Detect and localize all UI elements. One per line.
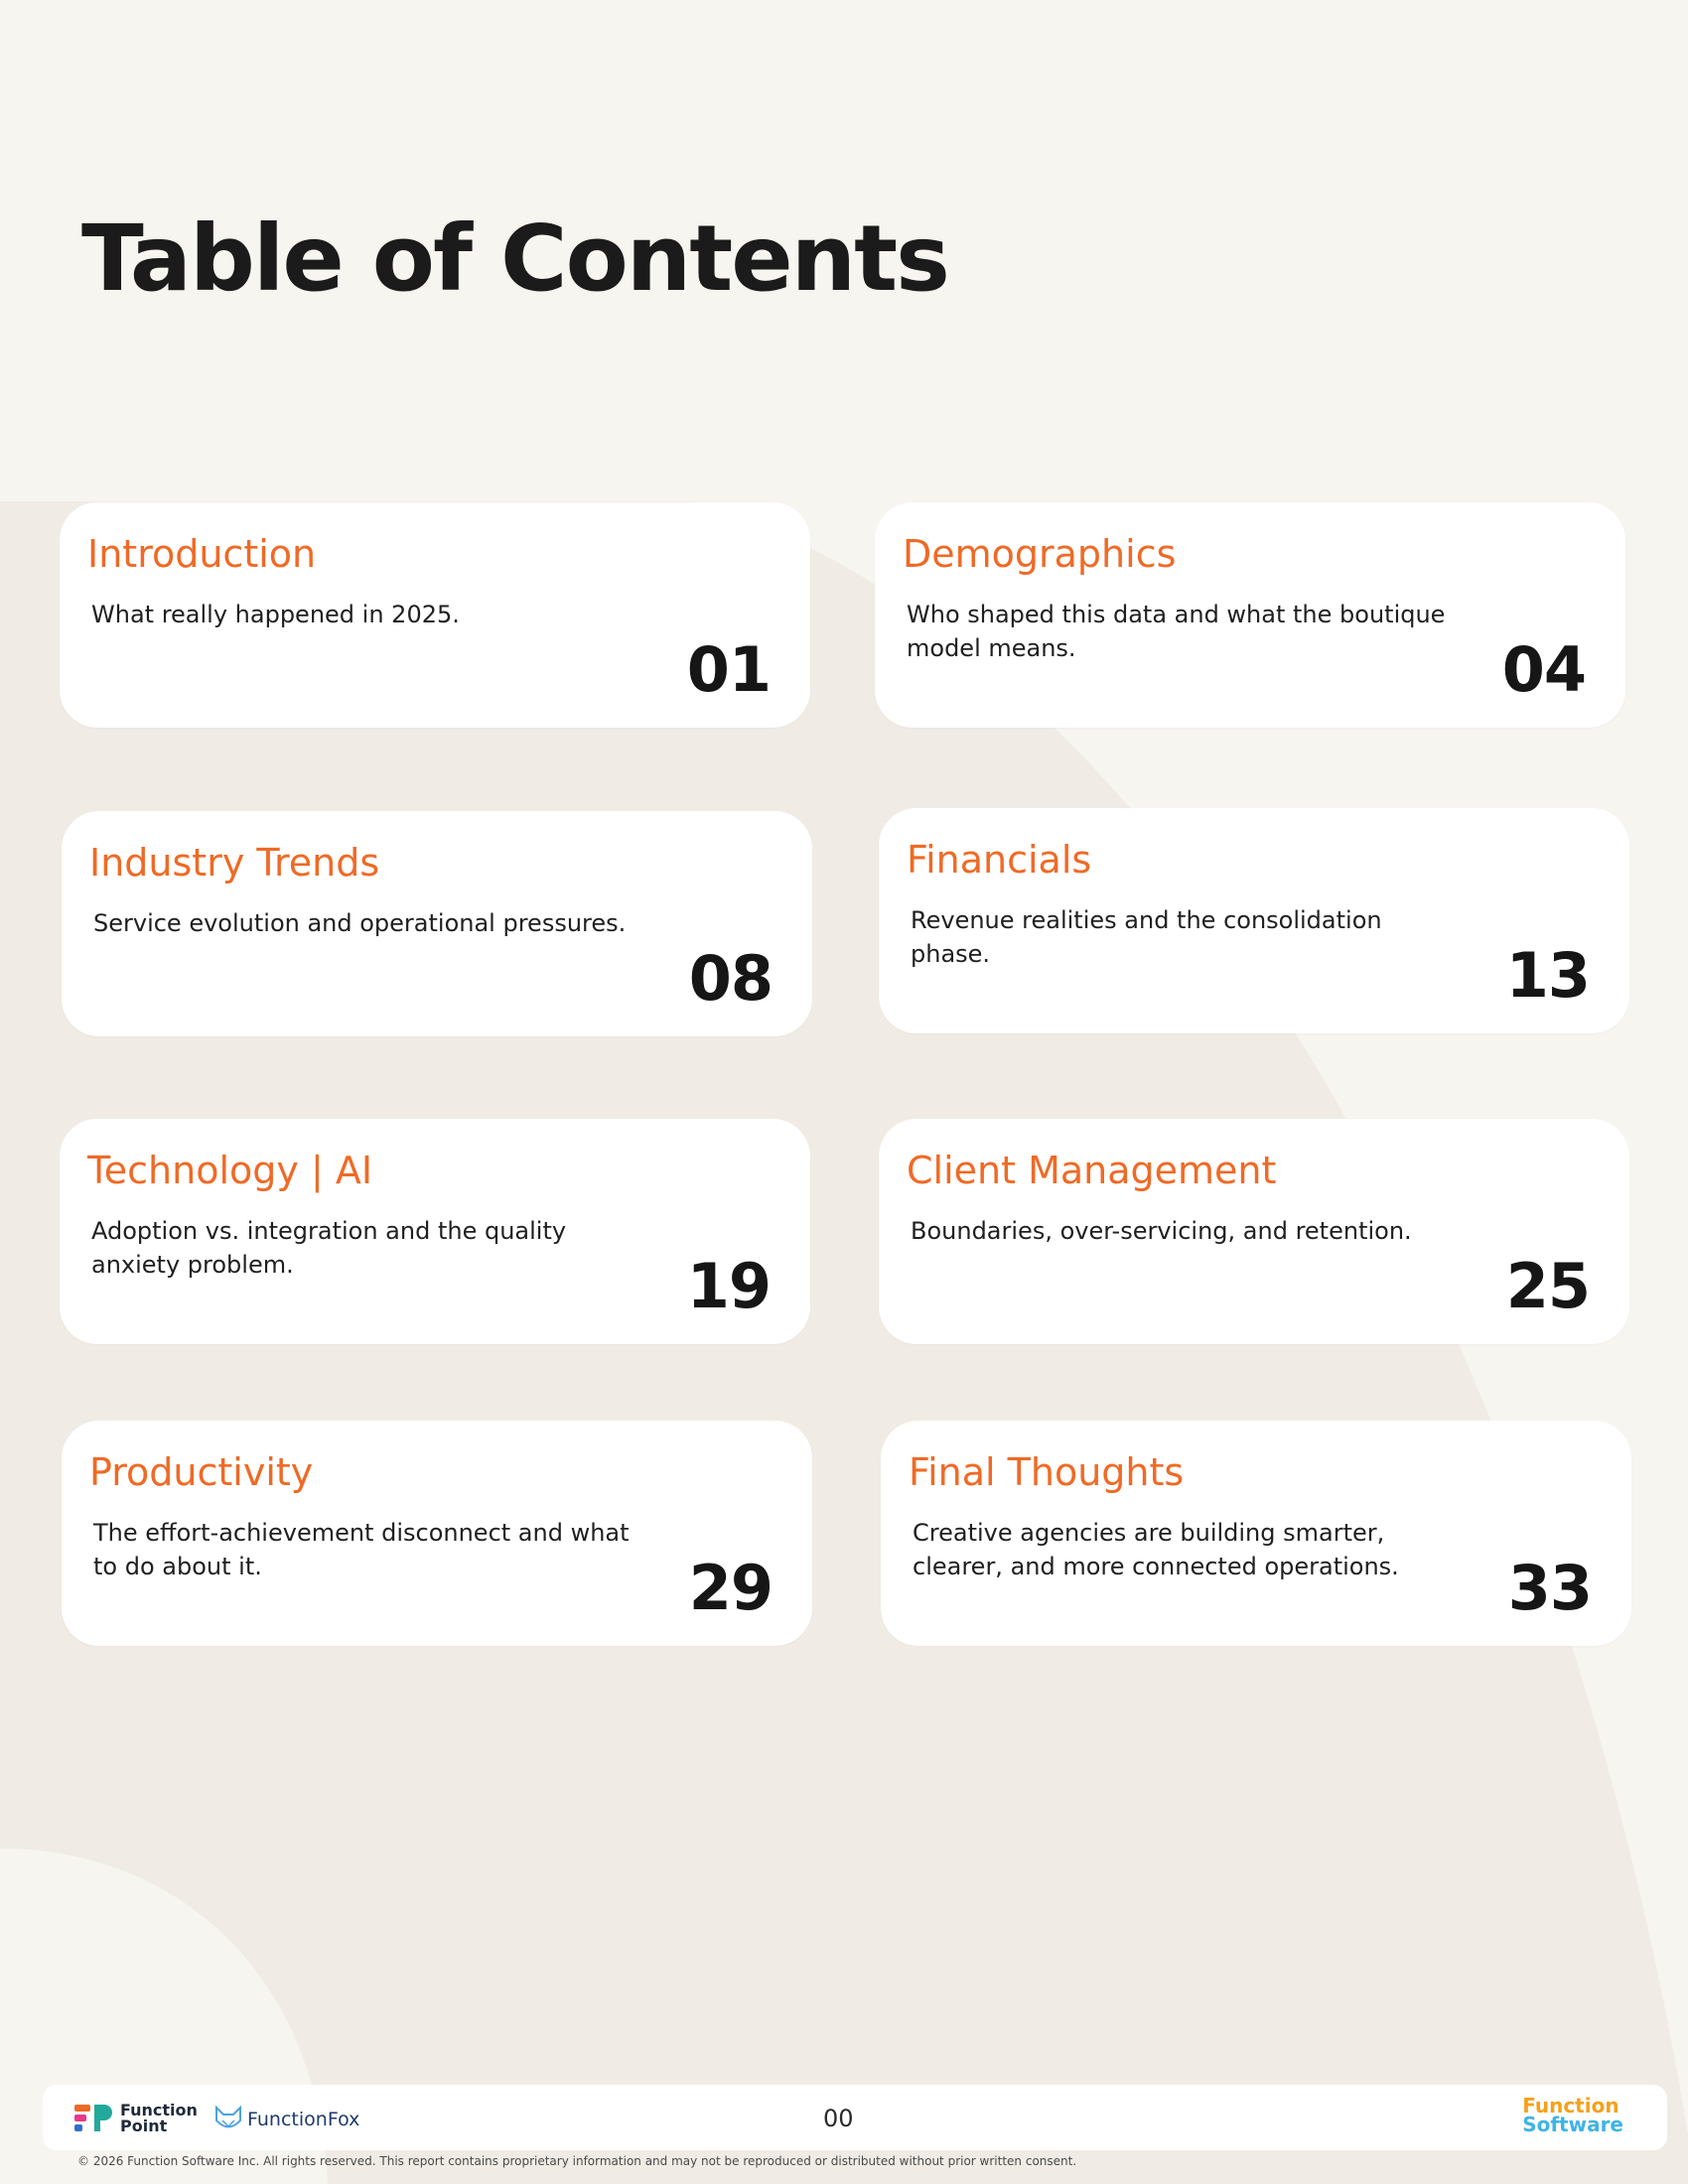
toc-card-title: Introduction: [87, 532, 317, 576]
toc-card-industry-trends[interactable]: [62, 811, 812, 1036]
page-title: Table of Contents: [81, 205, 948, 312]
toc-card-page-number: 19: [686, 1250, 771, 1322]
toc-card-page-number: 01: [686, 633, 771, 706]
toc-card-title: Financials: [907, 838, 1092, 882]
toc-card-description: Service evolution and operational pressures.: [93, 909, 627, 937]
toc-card-client-management[interactable]: [879, 1119, 1629, 1344]
toc-card-page-number: 08: [688, 942, 773, 1015]
toc-card-title: Demographics: [903, 532, 1177, 576]
toc-card-description: What really happened in 2025.: [91, 601, 460, 628]
toc-card-description: Adoption vs. integration and the quality anxiety problem.: [91, 1217, 567, 1279]
toc-card-title: Client Management: [907, 1149, 1277, 1192]
function-point-logo-line2: Point: [120, 2116, 168, 2135]
toc-card-title: Technology | AI: [87, 1149, 373, 1192]
toc-card-demographics[interactable]: [875, 502, 1625, 728]
fox-icon: [213, 2105, 243, 2134]
toc-card-page-number: 29: [688, 1552, 773, 1624]
functionfox-logo-text: FunctionFox: [247, 2109, 360, 2130]
toc-card-description: Who shaped this data and what the boutique model means.: [907, 601, 1446, 662]
toc-card-description: Creative agencies are building smarter, clearer, and more connected operations.: [913, 1519, 1399, 1580]
footer-page-number: 00: [823, 2105, 854, 2132]
toc-card-page-number: 04: [1501, 633, 1586, 706]
toc-card-title: Final Thoughts: [909, 1450, 1185, 1494]
toc-card-introduction[interactable]: [60, 502, 810, 728]
function-point-logo-line1: Function: [120, 2101, 198, 2119]
function-point-logo: [74, 2103, 198, 2134]
toc-card-final-thoughts[interactable]: [881, 1421, 1631, 1646]
functionfox-logo: [213, 2105, 359, 2134]
function-point-logo-icon: [74, 2104, 114, 2133]
toc-card-technology-ai[interactable]: [60, 1119, 810, 1344]
toc-card-page-number: 25: [1505, 1250, 1590, 1322]
function-software-logo-line1: Function: [1522, 2094, 1619, 2117]
footer-bar: [43, 2085, 1667, 2150]
toc-card-page-number: 13: [1505, 939, 1590, 1012]
toc-card-description: Boundaries, over-servicing, and retention.: [911, 1217, 1412, 1245]
toc-card-title: Productivity: [89, 1450, 314, 1494]
toc-card-title: Industry Trends: [89, 841, 380, 885]
function-software-logo-line2: Software: [1522, 2113, 1623, 2136]
toc-card-productivity[interactable]: [62, 1421, 812, 1646]
copyright-notice: © 2026 Function Software Inc. All rights reserved. This report contains proprietary information and may not be reproduced or distributed without prior written consent.: [77, 2154, 1077, 2168]
toc-card-description: The effort-achievement disconnect and what to do about it.: [93, 1519, 630, 1580]
function-software-logo: [1522, 2094, 1623, 2136]
toc-card-financials[interactable]: [879, 808, 1629, 1033]
toc-card-page-number: 33: [1507, 1552, 1592, 1624]
toc-card-description: Revenue realities and the consolidation phase.: [911, 906, 1382, 968]
